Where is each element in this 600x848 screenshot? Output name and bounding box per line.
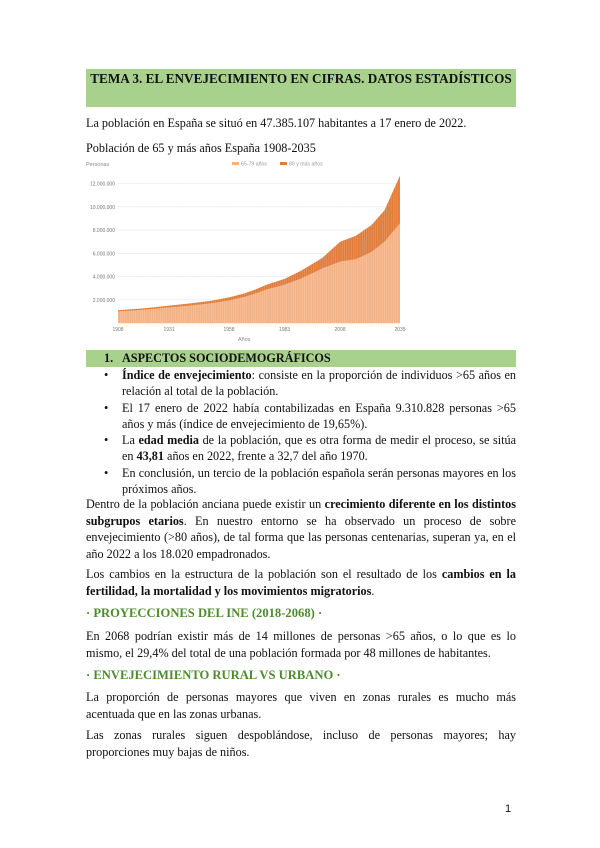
y-tick-label: 6.000.000 — [92, 251, 115, 258]
list-item: • En conclusión, un tercio de la población española serán personas mayores en los próximos años. — [86, 465, 516, 498]
x-tick-label: 2035 — [394, 327, 406, 333]
y-tick-label: 10.000.000 — [89, 204, 115, 211]
y-tick-label: 4.000.000 — [92, 274, 115, 281]
bullet-list — [86, 367, 516, 497]
list-item: • La edad media de la población, que es otra forma de medir el proceso, se sitúa en 43,81 años en 2022, frente a 32,7 del año 1970. — [86, 432, 516, 465]
section-heading-sociodemograficos: 1. ASPECTOS SOCIODEMOGRÁFICOS — [86, 350, 516, 367]
legend-label-80: 80 y más años — [289, 161, 323, 168]
page-number: 1 — [505, 803, 512, 815]
chart-ylabel: Personas — [86, 162, 110, 168]
intro-paragraph: La población en España se situó en 47.385.107 habitantes a 17 enero de 2022. — [86, 116, 467, 130]
paragraph-rural-1: La proporción de personas mayores que viven en zonas rurales es mucho más acentuada que en las zonas urbanas. — [86, 690, 516, 721]
list-item: • Índice de envejecimiento: consiste en la proporción de individuos >65 años en relación al total de la población. — [86, 367, 516, 400]
paragraph-cambios: Los cambios en la estructura de la población son el resultado de los cambios en la fertilidad, la mortalidad y los movimientos migratorios. — [86, 567, 516, 598]
population-chart — [86, 158, 404, 346]
y-tick-label: 8.000.000 — [92, 228, 115, 235]
x-tick-label: 1983 — [278, 327, 291, 333]
y-tick-label: 12.000.000 — [89, 181, 115, 188]
paragraph-proyecciones: En 2068 podrían existir más de 14 millones de personas >65 años, o lo que es lo mismo, el 29,4% del total de una población formada por 48 millones de habitantes. — [86, 629, 516, 660]
legend-swatch-80 — [280, 162, 287, 165]
x-tick-label: 1931 — [163, 327, 175, 333]
heading-rural-urbano: · ENVEJECIMIENTO RURAL VS URBANO · — [86, 668, 341, 682]
list-item: • El 17 enero de 2022 había contabilizadas en España 9.310.828 personas >65 años y más (índice de envejecimiento de 19,65%). — [86, 400, 516, 433]
legend-label-65-79: 65-79 años — [241, 161, 267, 168]
chart-legend — [232, 162, 323, 168]
y-tick-label: 2.000.000 — [92, 297, 115, 304]
x-tick-label: 2008 — [334, 327, 346, 333]
heading-proyecciones: · PROYECCIONES DEL INE (2018-2068) · — [86, 606, 323, 620]
legend-swatch-65-79 — [232, 162, 239, 165]
x-tick-label: 1958 — [223, 327, 235, 333]
x-tick-label: 1908 — [112, 327, 124, 333]
chart-xlabel: Años — [238, 337, 251, 343]
chart-caption: Población de 65 y más años España 1908-2035 — [86, 141, 316, 155]
page-title: TEMA 3. EL ENVEJECIMIENTO EN CIFRAS. DATOS ESTADÍSTICOS — [86, 69, 516, 107]
paragraph-subgrupos: Dentro de la población anciana puede existir un crecimiento diferente en los distintos subgrupos etarios. En nuestro entorno se ha observado un proceso de sobre envejecimiento (>80 años), de tal forma que las personas centenarias, superan ya, en el año 2022 a los 18.020 empadronados. — [86, 497, 516, 561]
paragraph-rural-2: Las zonas rurales siguen despoblándose, incluso de personas mayores; hay proporciones muy bajas de niños. — [86, 728, 516, 759]
